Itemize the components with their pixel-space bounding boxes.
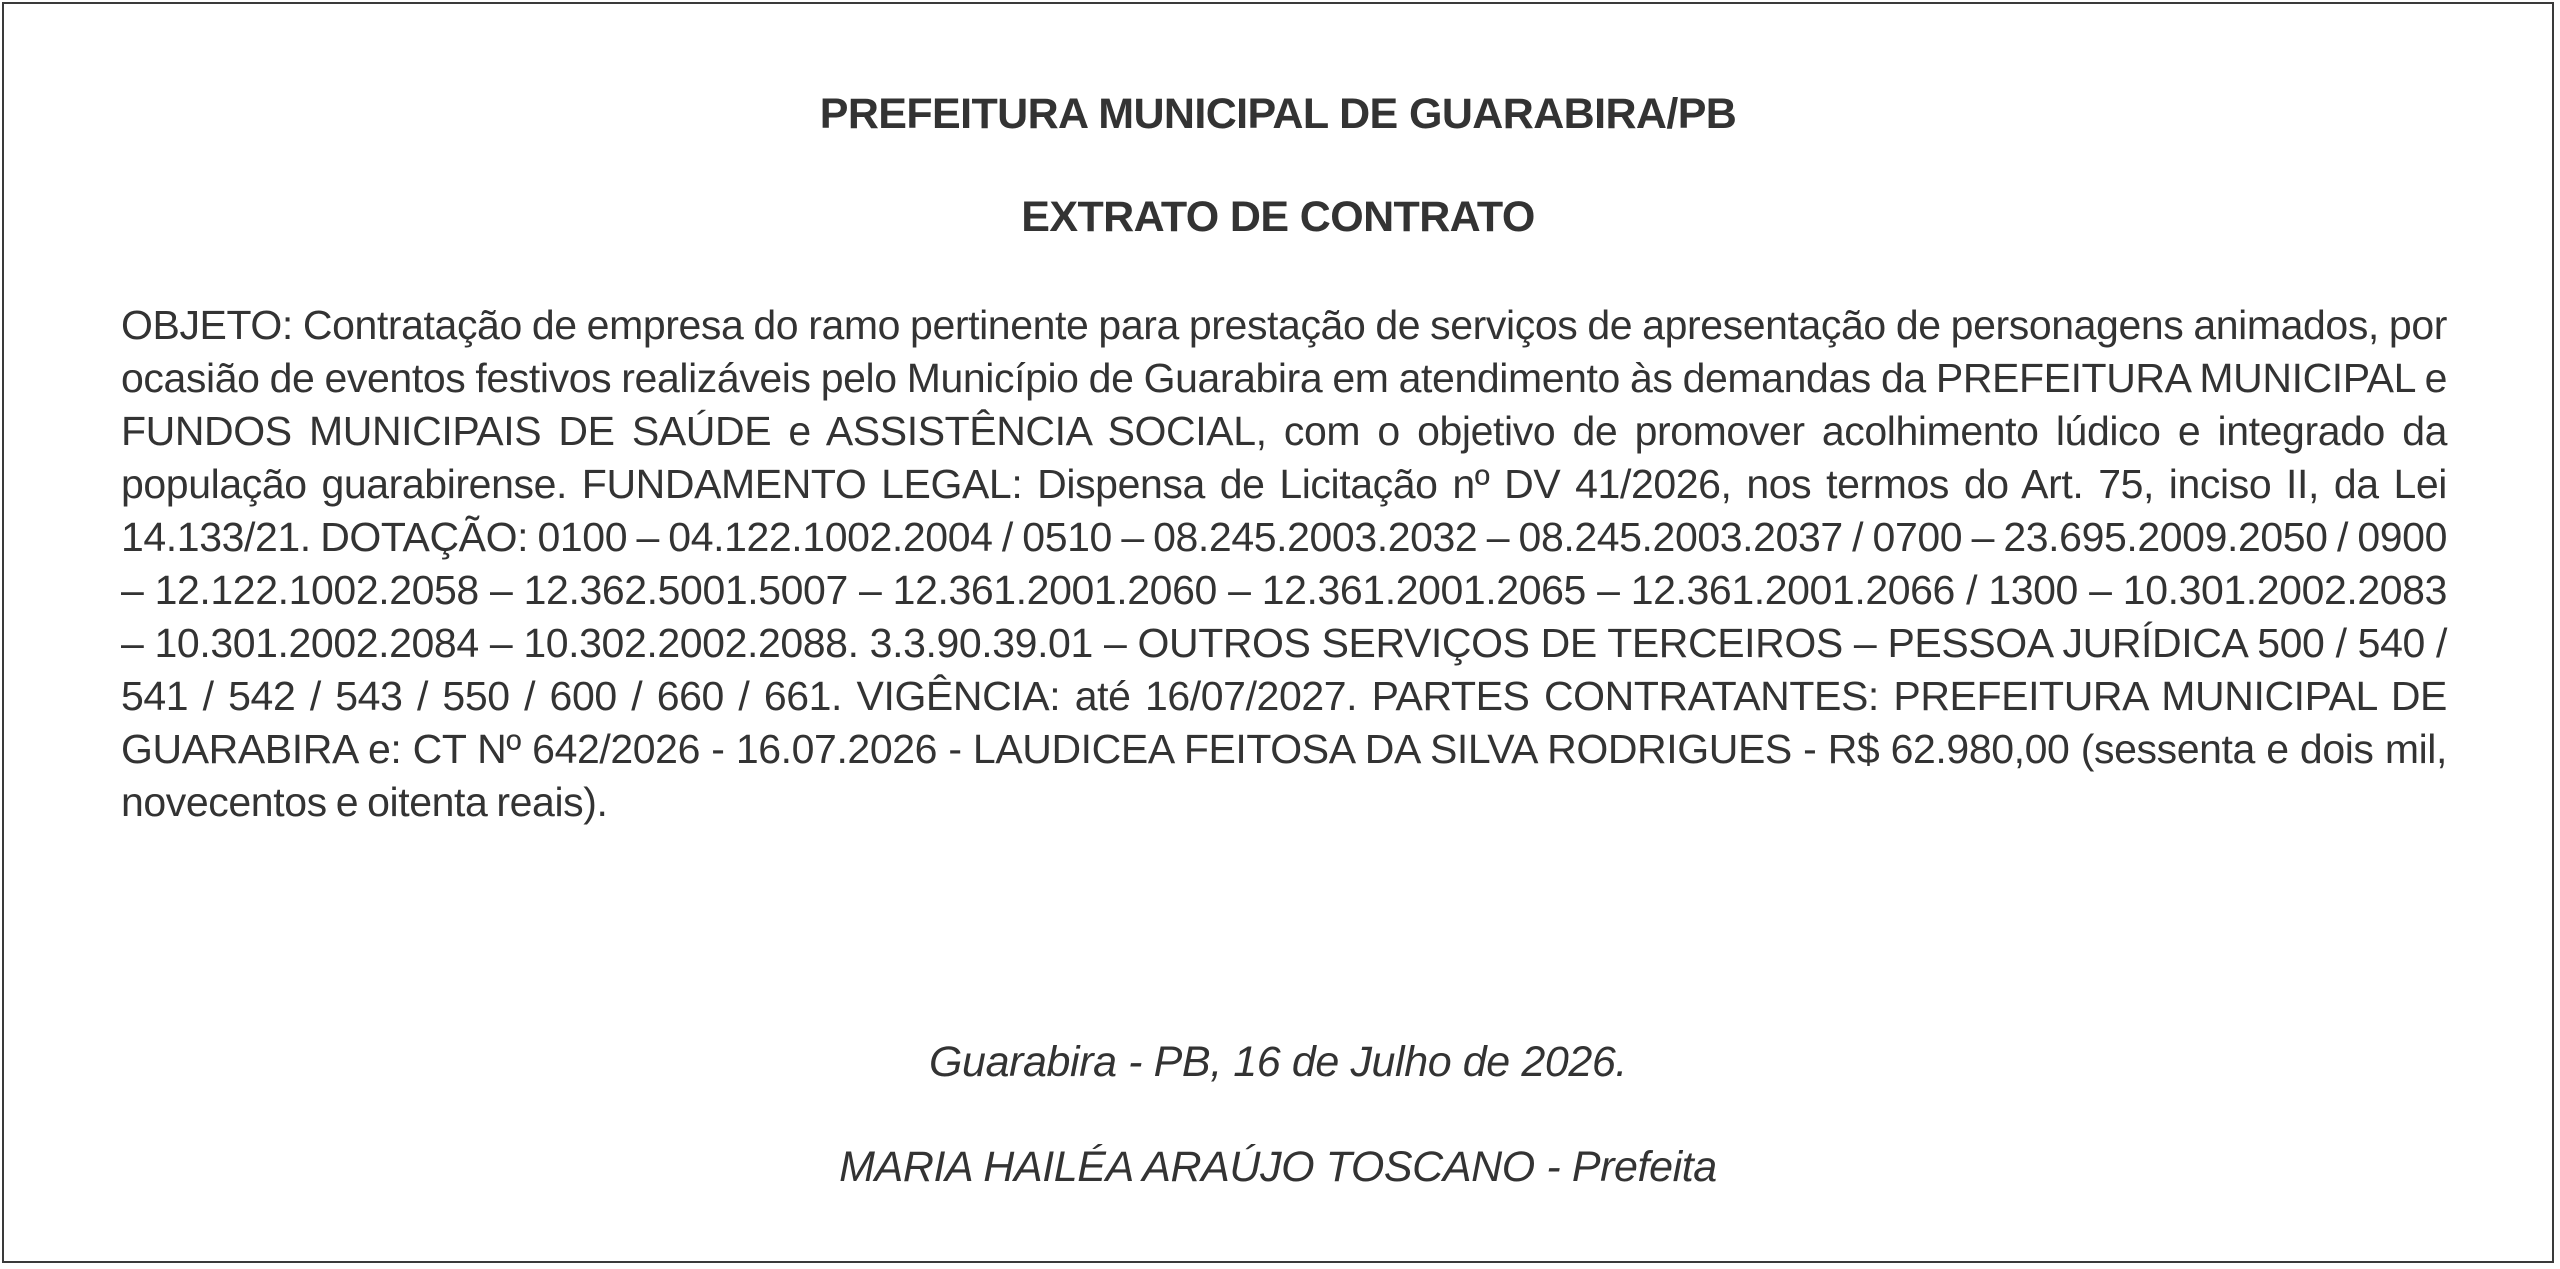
institution-heading: PREFEITURA MUNICIPAL DE GUARABIRA/PB [819, 90, 1737, 138]
place-date-line: Guarabira - PB, 16 de Julho de 2026. [929, 1038, 1627, 1086]
document-title: EXTRATO DE CONTRATO [1021, 193, 1535, 241]
signatory-line: MARIA HAILÉA ARAÚJO TOSCANO - Prefeita [839, 1143, 1717, 1191]
contract-body-text: OBJETO: Contratação de empresa do ramo pertinente para prestação de serviços de apresentação de personagens animados, por ocasião de eventos festivos realizáveis pelo Município de Guarabira em atendimento às demandas da PREFEITURA MUNICIPAL e FUNDOS MUNICIPAIS DE SAÚDE e ASSISTÊNCIA SOCIAL, com o objetivo de promover acolhimento lúdico e integrado da população guarabirense. FUNDAMENTO LEGAL: Dispensa de Licitação nº DV 41/2026, nos termos do Art. 75, inciso II, da Lei 14.133/21. DOTAÇÃO: 0100 – 04.122.1002.2004 / 0510 – 08.245.2003.2032 – 08.245.2003.2037 / 0700 – 23.695.2009.2050 / 0900 – 12.122.1002.2058 – 12.362.5001.5007 – 12.361.2001.2060 – 12.361.2001.2065 – 12.361.2001.2066 / 1300 – 10.301.2002.2083 – 10.301.2002.2084 – 10.302.2002.2088. 3.3.90.39.01 – OUTROS SERVIÇOS DE TERCEIROS – PESSOA JURÍDICA 500 / 540 / 541 / 542 / 543 / 550 / 600 / 660 / 661. VIGÊNCIA: até 16/07/2027. PARTES CONTRATANTES: PREFEITURA MUNICIPAL DE GUARABIRA e: CT Nº 642/2026 - 16.07.2026 - LAUDICEA FEITOSA DA SILVA RODRIGUES - R$ 62.980,00 (sessenta e dois mil, novecentos e oitenta reais). [121, 302, 2447, 825]
document-frame [2, 2, 2554, 1263]
